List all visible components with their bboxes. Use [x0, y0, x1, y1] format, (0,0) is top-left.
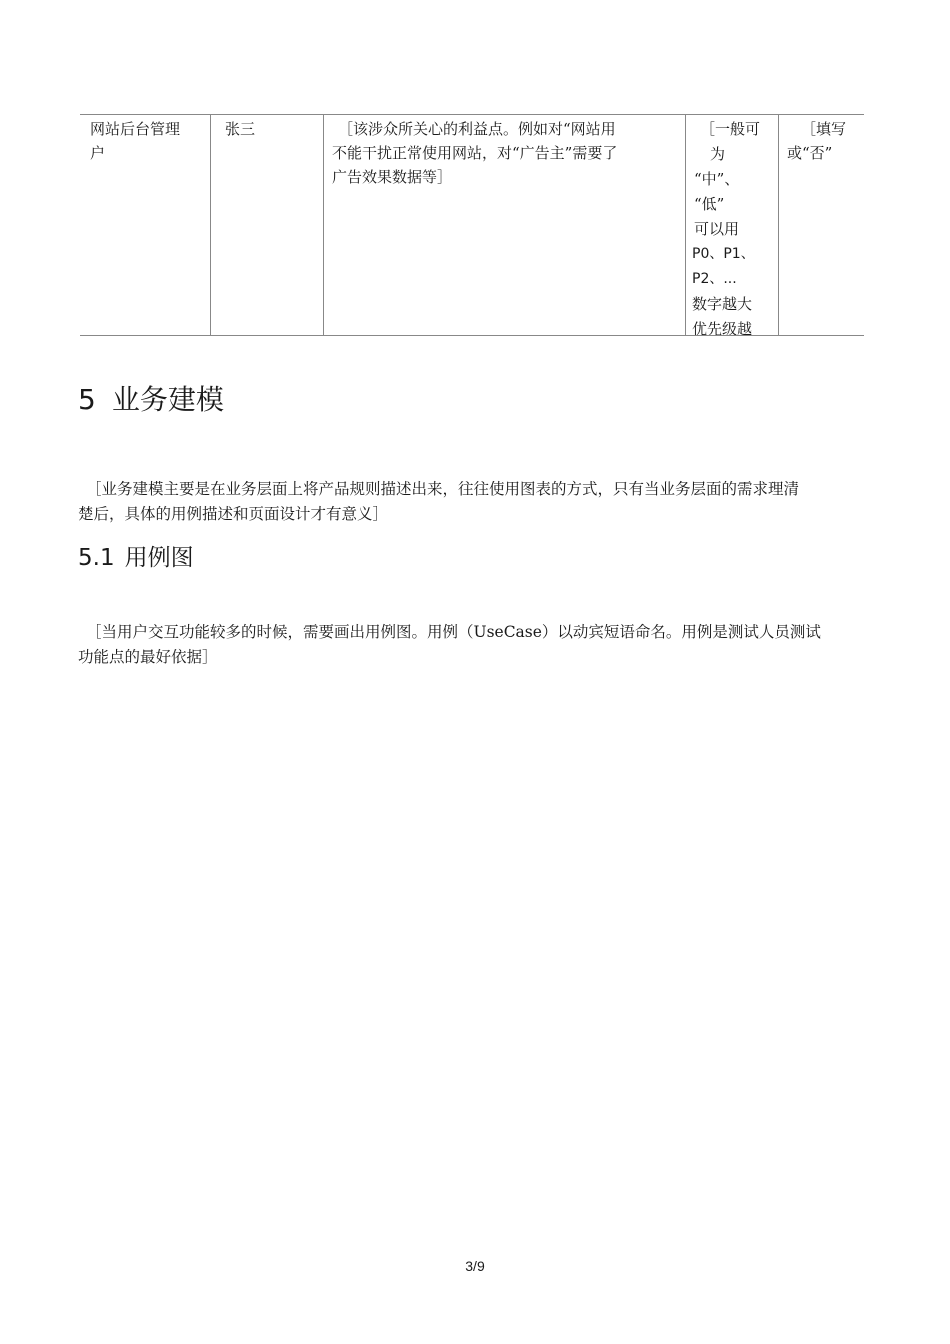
section-title: 业务建模: [111, 383, 224, 416]
representative-name: 张三: [225, 120, 256, 138]
subsection-title: 用例图: [124, 545, 194, 571]
priority-line: 为: [710, 145, 726, 163]
paragraph-line: 楚后，具体的用例描述和页面设计才有意义］: [78, 505, 389, 523]
subsection-number: 5.1: [78, 545, 115, 571]
stakeholder-line: 网站后台管理: [90, 120, 181, 138]
representative-cell: [211, 115, 324, 335]
interests-line: ［该涉众所关心的利益点。例如对“网站用: [338, 120, 616, 138]
section-5-heading: [78, 380, 224, 420]
section-5-1-heading: [78, 541, 194, 575]
note-line: ［填写: [801, 120, 847, 138]
interests-line: 不能干扰正常使用网站，对“广告主”需要了: [332, 144, 618, 162]
section-5-1-paragraph: [78, 620, 874, 670]
priority-line: P2、...: [692, 271, 737, 287]
stakeholder-cell: [80, 115, 211, 335]
section-5-paragraph: [78, 477, 874, 527]
note-line: 或“否”: [787, 144, 833, 162]
interests-line: 广告效果数据等］: [332, 168, 453, 186]
priority-line: “低”: [694, 195, 725, 213]
priority-line: P0、P1、: [692, 246, 755, 262]
page-number: 3/9: [465, 1258, 485, 1274]
stakeholder-line: 户: [90, 144, 106, 162]
stakeholder-table: [80, 114, 864, 336]
priority-line: 优先级越: [692, 320, 753, 335]
priority-cell: [686, 115, 779, 335]
paragraph-line: ［当用户交互功能较多的时候，需要画出用例图。用例（UseCase）以动宾短语命名。用例是测试人员测试: [86, 623, 821, 641]
priority-line: ［一般可: [700, 120, 761, 138]
section-number: 5: [78, 383, 96, 416]
paragraph-line: ［业务建模主要是在业务层面上将产品规则描述出来，往往使用图表的方式，只有当业务层面的需求理清: [86, 480, 800, 498]
paragraph-line: 功能点的最好依据］: [78, 648, 218, 666]
priority-line: “中”、: [694, 170, 740, 188]
priority-line: 可以用: [694, 220, 740, 238]
interests-cell: [324, 115, 686, 335]
priority-line: 数字越大: [692, 295, 753, 313]
note-cell: [779, 115, 864, 335]
